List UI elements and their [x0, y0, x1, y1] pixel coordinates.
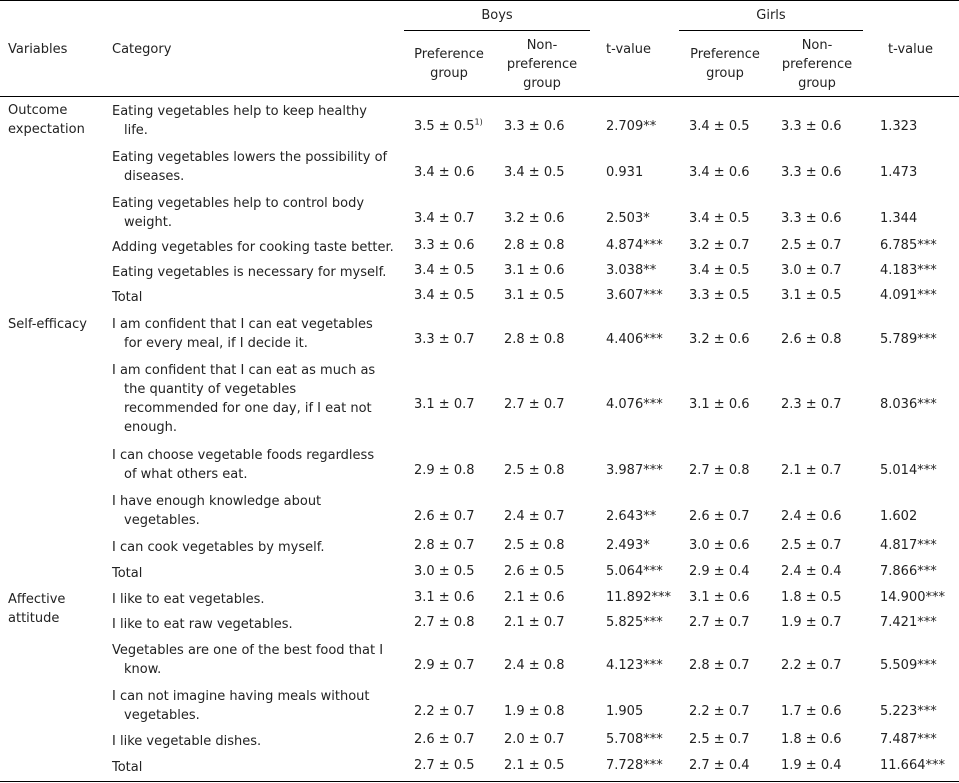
girls-preference-value: 2.7 ± 0.8: [689, 462, 750, 478]
boys-tvalue: 2.709**: [606, 118, 657, 134]
boys-tvalue: 4.874***: [606, 238, 663, 253]
header-line: group: [523, 76, 561, 91]
boys-preference-value: 3.1 ± 0.7: [414, 396, 475, 412]
header-line: Non-: [801, 38, 833, 53]
girls-nonpreference-value: 3.3 ± 0.6: [781, 210, 842, 226]
header-line: group: [430, 66, 468, 81]
girls-nonpreference-value: 2.3 ± 0.7: [781, 396, 842, 412]
boys-nonpreference-value: 2.8 ± 0.8: [504, 238, 565, 253]
category-line: of what others eat.: [124, 467, 248, 482]
girls-nonpreference-value: 1.8 ± 0.6: [781, 732, 842, 747]
girls-tvalue: 6.785***: [880, 238, 937, 253]
category-line: Total: [112, 760, 143, 775]
header-boys-tvalue: t-value: [606, 42, 651, 57]
girls-tvalue: 4.091***: [880, 288, 937, 303]
boys-nonpreference-value: 2.1 ± 0.7: [504, 615, 565, 630]
boys-preference-value: 3.4 ± 0.5: [414, 263, 475, 278]
boys-preference-value: 3.4 ± 0.5: [414, 288, 475, 303]
category-cell: [112, 590, 404, 609]
girls-group-rule: [679, 30, 863, 31]
girls-tvalue: 5.223***: [880, 703, 937, 719]
girls-preference-value: 2.7 ± 0.7: [689, 615, 750, 630]
variable-name: [8, 590, 65, 628]
category-line: vegetables.: [124, 513, 200, 528]
category-line: Eating vegetables is necessary for myself.: [112, 265, 387, 280]
footnote-marker: 1): [474, 117, 483, 127]
header-girls-tvalue: t-value: [888, 42, 933, 57]
table-top-rule: [0, 0, 959, 1]
girls-preference-value: 3.1 ± 0.6: [689, 396, 750, 412]
girls-nonpreference-value: 1.8 ± 0.5: [781, 590, 842, 605]
category-line: Eating vegetables help to control body: [112, 196, 365, 211]
girls-preference-value: 3.2 ± 0.7: [689, 238, 750, 253]
boys-nonpreference-value: 2.4 ± 0.8: [504, 657, 565, 673]
category-line: enough.: [124, 420, 178, 435]
boys-nonpreference-value: 2.5 ± 0.8: [504, 538, 565, 553]
category-line: Eating vegetables lowers the possibility of: [112, 150, 388, 165]
girls-nonpreference-value: 2.4 ± 0.4: [781, 564, 842, 579]
girls-tvalue: 1.602: [880, 508, 918, 524]
category-cell: [112, 492, 404, 530]
variable-name-line: Self-efficacy: [8, 317, 87, 332]
boys-nonpreference-value: 3.3 ± 0.6: [504, 118, 565, 134]
girls-preference-value: 2.7 ± 0.4: [689, 758, 750, 773]
header-boys-preference: [404, 45, 494, 83]
girls-nonpreference-value: 2.1 ± 0.7: [781, 462, 842, 478]
header-line: Preference: [414, 47, 484, 62]
header-girls: Girls: [756, 8, 786, 23]
girls-tvalue: 4.817***: [880, 538, 937, 553]
girls-nonpreference-value: 1.7 ± 0.6: [781, 703, 842, 719]
header-bottom-rule: [0, 96, 959, 97]
girls-tvalue: 8.036***: [880, 396, 937, 412]
girls-tvalue: 1.323: [880, 118, 918, 134]
boys-nonpreference-value: 2.0 ± 0.7: [504, 732, 565, 747]
boys-tvalue: 7.728***: [606, 758, 663, 773]
boys-nonpreference-value: 3.1 ± 0.6: [504, 263, 565, 278]
girls-nonpreference-value: 2.6 ± 0.8: [781, 331, 842, 347]
girls-tvalue: 14.900***: [880, 590, 945, 605]
boys-preference-value: 3.3 ± 0.6: [414, 238, 475, 253]
girls-nonpreference-value: 3.3 ± 0.6: [781, 164, 842, 180]
boys-tvalue: 3.987***: [606, 462, 663, 478]
boys-tvalue: 11.892***: [606, 590, 671, 605]
boys-tvalue: 4.076***: [606, 396, 663, 412]
boys-tvalue: 4.123***: [606, 657, 663, 673]
header-category: Category: [112, 42, 172, 57]
category-line: diseases.: [124, 169, 185, 184]
category-cell: [112, 758, 404, 777]
boys-nonpreference-value: 2.1 ± 0.6: [504, 590, 565, 605]
header-boys: Boys: [481, 8, 513, 23]
category-cell: [112, 564, 404, 583]
boys-nonpreference-value: 2.5 ± 0.8: [504, 462, 565, 478]
category-line: the quantity of vegetables: [124, 382, 297, 397]
girls-preference-value: 3.4 ± 0.5: [689, 263, 750, 278]
category-line: for every meal, if I decide it.: [124, 336, 308, 351]
category-line: I can not imagine having meals without: [112, 689, 370, 704]
category-line: weight.: [124, 215, 172, 230]
boys-preference-value: 3.4 ± 0.7: [414, 210, 475, 226]
boys-tvalue: 3.038**: [606, 263, 657, 278]
variable-name-line: attitude: [8, 611, 60, 626]
boys-tvalue: 0.931: [606, 164, 644, 180]
boys-nonpreference-value: 3.4 ± 0.5: [504, 164, 565, 180]
boys-preference-value: 3.3 ± 0.7: [414, 331, 475, 347]
category-cell: [112, 446, 404, 484]
boys-nonpreference-value: 1.9 ± 0.8: [504, 703, 565, 719]
category-line: I have enough knowledge about: [112, 494, 322, 509]
girls-tvalue: 5.789***: [880, 331, 937, 347]
category-cell: [112, 315, 404, 353]
category-cell: [112, 288, 404, 307]
category-line: Total: [112, 566, 143, 581]
girls-tvalue: 7.421***: [880, 615, 937, 630]
category-cell: [112, 641, 404, 679]
boys-preference-value: 2.6 ± 0.7: [414, 732, 475, 747]
category-cell: [112, 615, 404, 634]
header-line: preference: [781, 57, 853, 72]
girls-preference-value: 3.1 ± 0.6: [689, 590, 750, 605]
boys-preference-value: 2.6 ± 0.7: [414, 508, 475, 524]
boys-preference-value: 2.2 ± 0.7: [414, 703, 475, 719]
boys-tvalue: 1.905: [606, 703, 644, 719]
boys-tvalue: 4.406***: [606, 331, 663, 347]
header-line: group: [798, 76, 836, 91]
category-line: know.: [124, 662, 162, 677]
girls-nonpreference-value: 3.0 ± 0.7: [781, 263, 842, 278]
girls-preference-value: 3.0 ± 0.6: [689, 538, 750, 553]
variable-name-line: Affective: [8, 592, 66, 607]
category-cell: [112, 148, 404, 186]
girls-preference-value: 3.4 ± 0.6: [689, 164, 750, 180]
boys-preference-value: 2.7 ± 0.8: [414, 615, 475, 630]
header-boys-nonpreference: [494, 36, 590, 93]
category-line: Total: [112, 290, 143, 305]
boys-nonpreference-value: 3.2 ± 0.6: [504, 210, 565, 226]
boys-tvalue: 2.643**: [606, 508, 657, 524]
girls-nonpreference-value: 3.3 ± 0.6: [781, 118, 842, 134]
girls-tvalue: 11.664***: [880, 758, 945, 773]
boys-preference-value: 3.0 ± 0.5: [414, 564, 475, 579]
girls-tvalue: 4.183***: [880, 263, 937, 278]
girls-tvalue: 5.509***: [880, 657, 937, 673]
girls-nonpreference-value: 2.5 ± 0.7: [781, 238, 842, 253]
boys-preference-value: 2.9 ± 0.8: [414, 462, 475, 478]
category-line: I can cook vegetables by myself.: [112, 540, 325, 555]
girls-preference-value: 2.8 ± 0.7: [689, 657, 750, 673]
boys-preference-value: 3.4 ± 0.6: [414, 164, 475, 180]
boys-preference-value: 3.1 ± 0.6: [414, 590, 475, 605]
girls-nonpreference-value: 1.9 ± 0.4: [781, 758, 842, 773]
category-line: recommended for one day, if I eat not: [124, 401, 372, 416]
boys-nonpreference-value: 2.7 ± 0.7: [504, 396, 565, 412]
category-cell: [112, 732, 404, 751]
girls-preference-value: 3.2 ± 0.6: [689, 331, 750, 347]
boys-tvalue: 2.503*: [606, 210, 650, 226]
girls-preference-value: 3.4 ± 0.5: [689, 210, 750, 226]
boys-tvalue: 5.064***: [606, 564, 663, 579]
boys-tvalue: 2.493*: [606, 538, 650, 553]
girls-preference-value: 2.2 ± 0.7: [689, 703, 750, 719]
boys-preference-value: 2.7 ± 0.5: [414, 758, 475, 773]
category-line: I am confident that I can eat as much as: [112, 363, 376, 378]
category-line: Eating vegetables help to keep healthy: [112, 104, 367, 119]
boys-nonpreference-value: 2.8 ± 0.8: [504, 331, 565, 347]
girls-nonpreference-value: 1.9 ± 0.7: [781, 615, 842, 630]
variable-name: [8, 315, 87, 334]
girls-nonpreference-value: 2.4 ± 0.6: [781, 508, 842, 524]
boys-nonpreference-value: 2.4 ± 0.7: [504, 508, 565, 524]
girls-preference-value: 2.9 ± 0.4: [689, 564, 750, 579]
girls-tvalue: 5.014***: [880, 462, 937, 478]
boys-group-rule: [404, 30, 590, 31]
girls-nonpreference-value: 2.5 ± 0.7: [781, 538, 842, 553]
boys-tvalue: 5.708***: [606, 732, 663, 747]
boys-nonpreference-value: 2.1 ± 0.5: [504, 758, 565, 773]
category-cell: [112, 361, 404, 437]
variable-name-line: Outcome: [8, 103, 68, 118]
category-line: life.: [124, 123, 148, 138]
header-line: group: [706, 66, 744, 81]
girls-preference-value: 3.4 ± 0.5: [689, 118, 750, 134]
table-bottom-rule: [0, 781, 959, 782]
header-line: Preference: [690, 47, 760, 62]
girls-nonpreference-value: 3.1 ± 0.5: [781, 288, 842, 303]
category-line: I like to eat vegetables.: [112, 592, 265, 607]
category-line: I am confident that I can eat vegetables: [112, 317, 373, 332]
category-line: I like vegetable dishes.: [112, 734, 262, 749]
boys-preference-value: 2.8 ± 0.7: [414, 538, 475, 553]
category-cell: [112, 102, 404, 140]
header-variables: Variables: [8, 42, 68, 57]
category-cell: [112, 263, 404, 282]
boys-preference-value: $3.5 \pm 0.5^{1)}$: [414, 117, 483, 134]
girls-preference-value: 2.5 ± 0.7: [689, 732, 750, 747]
boys-tvalue: 3.607***: [606, 288, 663, 303]
category-line: I can choose vegetable foods regardless: [112, 448, 375, 463]
category-cell: [112, 238, 404, 257]
header-girls-preference: [679, 45, 771, 83]
boys-nonpreference-value: 2.6 ± 0.5: [504, 564, 565, 579]
girls-tvalue: 7.487***: [880, 732, 937, 747]
girls-tvalue: 1.473: [880, 164, 918, 180]
girls-tvalue: 1.344: [880, 210, 918, 226]
category-line: Vegetables are one of the best food that I: [112, 643, 384, 658]
girls-nonpreference-value: 2.2 ± 0.7: [781, 657, 842, 673]
boys-nonpreference-value: 3.1 ± 0.5: [504, 288, 565, 303]
boys-preference-value: 2.9 ± 0.7: [414, 657, 475, 673]
girls-tvalue: 7.866***: [880, 564, 937, 579]
header-girls-nonpreference: [771, 36, 863, 93]
category-cell: [112, 194, 404, 232]
category-line: I like to eat raw vegetables.: [112, 617, 293, 632]
category-cell: [112, 538, 404, 557]
header-line: preference: [506, 57, 578, 72]
boys-tvalue: 5.825***: [606, 615, 663, 630]
category-line: vegetables.: [124, 708, 200, 723]
category-line: Adding vegetables for cooking taste better.: [112, 240, 394, 255]
girls-preference-value: 2.6 ± 0.7: [689, 508, 750, 524]
variable-name: [8, 101, 85, 139]
girls-preference-value: 3.3 ± 0.5: [689, 288, 750, 303]
category-cell: [112, 687, 404, 725]
variable-name-line: expectation: [8, 122, 85, 137]
header-line: Non-: [526, 38, 558, 53]
